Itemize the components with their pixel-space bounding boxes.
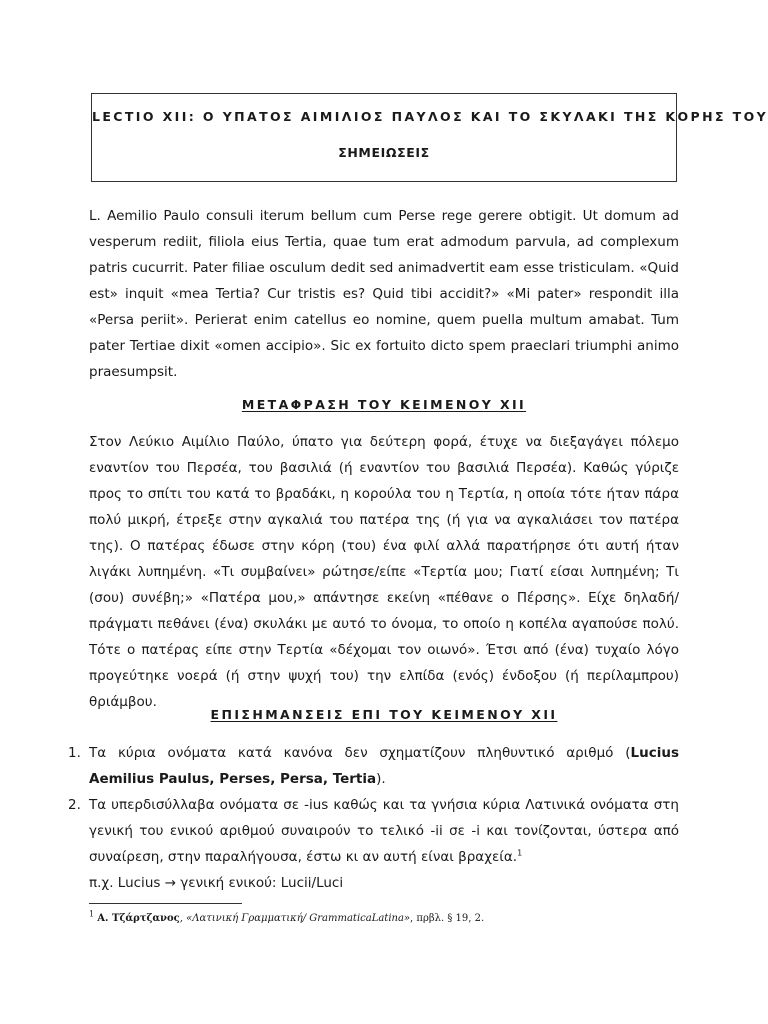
translation-passage: Στον Λεύκιο Αιμίλιο Παύλο, ύπατο για δεύτερη φορά, έτυχε να διεξαγάγει πόλεμο εναντίον του Περσέα, του βασιλιά (ή εναντίον του βασιλιά Περσέα). Καθώς γύριζε προς το σπίτι του κατά το βραδάκι, η κορούλα του η Τερτία, η οποία τότε ήταν πάρα πολύ μικρή, έτρεξε στην αγκαλιά του πατέρα της (ή για να αγκαλιάσει τον πατέρα της). Ο πατέρας έδωσε στην κόρη (του) ένα φιλί αλλά παρατήρησε ότι αυτή ήταν λιγάκι λυπημένη. «Τι συμβαίνει» ρώτησε/είπε «Τερτία μου; Γιατί είσαι λυπημένη; Τι (σου) συνέβη;» «Πατέρα μου,» απάντησε εκείνη «πέθανε ο Πέρσης». Είχε δηλαδή/ πράγματι πεθάνει (ένα) σκυλάκι με αυτό το όνομα, το οποίο η κοπέλα αγαπούσε πολύ. Τότε ο πατέρας είπε στην Τερτία «δέχομαι τον οιωνό». Έτσι από (ένα) τυχαίο λόγο προγεύτηκε νοερά (ή στην ψυχή του) την ελπίδα (ενός) ένδοξου (ή περίλαμπρου) θριάμβου.: [89, 434, 679, 710]
footnote-author: Α. Τζάρτζανος: [97, 913, 180, 924]
notes-list: [60, 740, 679, 896]
footnote: $^1$ Α. Τζάρτζανος, «Λατινική Γραμματική/ GrammaticaLatina», πρβλ. § 19, 2.: [89, 909, 485, 924]
note-bold-names: Lucius Aemilius Paulus, Perses, Persa, Tertia: [89, 745, 679, 787]
note-number: 2.: [68, 797, 81, 813]
footnote-divider: [89, 903, 242, 904]
note-text-end: ).: [376, 771, 386, 787]
latin-passage: L. Aemilio Paulo consuli iterum bellum cum Perse rege gerere obtigit. Ut domum ad vesperum rediit, filiola eius Tertia, quae tum erat admodum parvula, ad complexum patris cucurrit. Pater filiae osculum dedit sed animadvertit eam esse tristiculam. «Quid est» inquit «mea Tertia? Cur tristis es? Quid tibi accidit?» «Mi pater» respondit illa «Persa periit». Perierat enim catellus eo nomine, quem puella multum amabat. Tum pater Tertiae dixit «omen accipio». Sic ex fortuito dicto spem praeclari triumphi animo praesumpsit.: [89, 208, 679, 380]
footnote-book-title: «Λατινική Γραμματική/ GrammaticaLatina»: [186, 913, 411, 924]
note-example: π.χ. Lucius → γενική ενικού: Lucii/Luci: [89, 875, 344, 891]
footnote-mark: 1: [89, 909, 95, 919]
page-subtitle: ΣΗΜΕΙΩΣΕΙΣ: [338, 145, 430, 160]
note-number: 1.: [68, 745, 81, 761]
notes-heading: ΕΠΙΣΗΜΑΝΣΕΙΣ ΕΠΙ ΤΟΥ ΚΕΙΜΕΝΟΥ XII: [210, 707, 558, 722]
note-text: Τα υπερδισύλλαβα ονόματα σε -ius καθώς και τα γνήσια κύρια Λατινικά ονόματα στη γενική του ενικού αριθμού συναιρούν το τελικό -ii σε -i και τονίζονται, ύστερα από συναίρεση, στην παραλήγουσα, έστω κι αν αυτή είναι βραχεία.: [89, 797, 679, 865]
footnote-reference[interactable]: 1: [517, 848, 523, 858]
translation-heading: ΜΕΤΑΦΡΑΣΗ ΤΟΥ ΚΕΙΜΕΝΟΥ XII: [241, 397, 527, 412]
note-item: [60, 740, 679, 792]
footnote-reference-text: , πρβλ. § 19, 2.: [410, 913, 485, 924]
title-box: [91, 93, 768, 182]
note-text: Τα κύρια ονόματα κατά κανόνα δεν σχηματίζουν πληθυντικό αριθμό (: [89, 745, 631, 761]
note-item: [60, 792, 679, 896]
page-title: LECTIO XII: Ο ΥΠΑΤΟΣ ΑΙΜΙΛΙΟΣ ΠΑΥΛΟΣ ΚΑΙ ΤΟ ΣΚΥΛΑΚΙ ΤΗΣ ΚΟΡΗΣ ΤΟΥ: [92, 109, 768, 124]
